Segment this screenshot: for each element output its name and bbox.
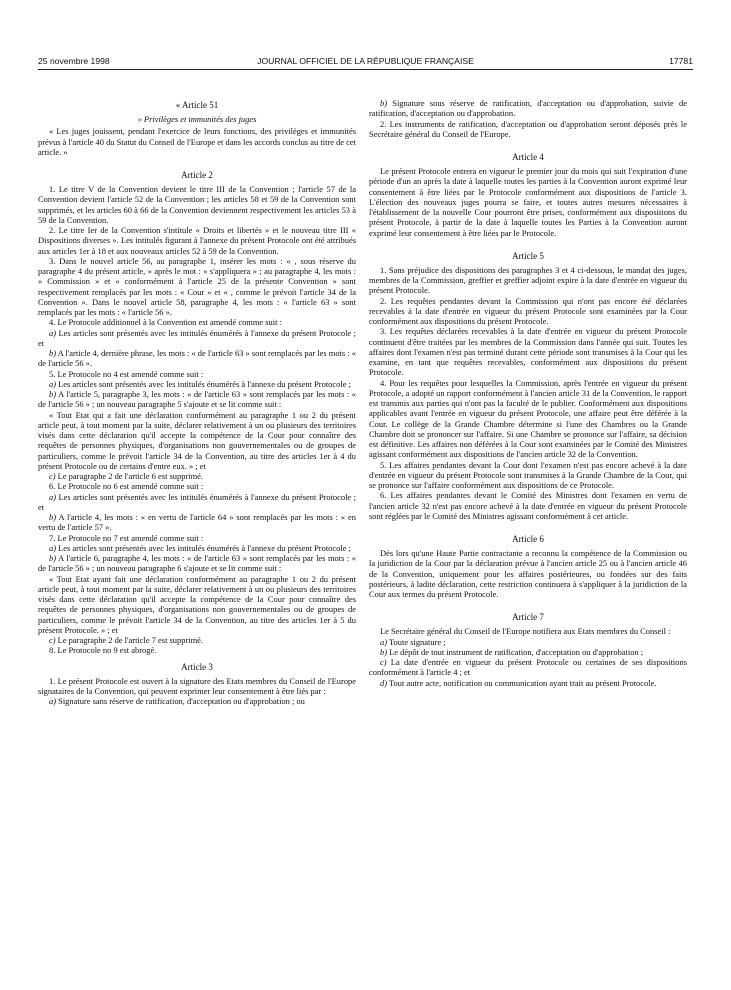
item-letter: b)	[49, 512, 57, 522]
item-letter: a)	[49, 378, 57, 389]
item-text: A l'article 6, paragraphe 4, les mots : « de l'article 63 » sont remplacés par les mots : « de l'article 56 » ; un nouveau paragraphe 6 s'ajoute et se lit comme suit :	[38, 553, 356, 574]
item-letter: b)	[49, 553, 57, 563]
item-text: Toute signature ;	[387, 636, 446, 647]
item-letter: a)	[49, 491, 57, 502]
header-rule	[38, 69, 693, 70]
item-text: Signature sous réserve de ratification, d'acceptation ou d'approbation, suivie de ratification, d'acceptation ou d'approbation.	[369, 98, 687, 119]
article-6-title: Article 6	[512, 534, 544, 544]
article-3-item-b	[369, 98, 687, 119]
article-7-item-d	[369, 678, 687, 688]
article-5-paragraph-6: 6. Les affaires pendantes devant le Comité des Ministres dont l'examen en vertu de l'ancien article 32 n'est pas encore achevé à la date d'entrée en vigueur du présent Protocole sont réglées par le Comité des Ministres agissant conformément à cet article.	[369, 490, 687, 521]
article-7-paragraph: Le Secrétaire général du Conseil de l'Europe notifiera aux Etats membres du Conseil :	[380, 626, 671, 637]
article-3-item-a	[38, 696, 356, 706]
article-5-paragraph-2: 2. Les requêtes pendantes devant la Commission qui n'ont pas encore été déclarées recevables à la date d'entrée en vigueur du présent Protocole sont examinées par la Cour conformément aux dispositions du présent Protocole.	[369, 295, 687, 326]
item-text: Signature sans réserve de ratification, d'acceptation ou d'approbation ; ou	[56, 696, 305, 706]
article-4-paragraph: Le présent Protocole entrera en vigueur le premier jour du mois qui suit l'expiration d'une période d'un an après la date à laquelle toutes les parties à la Convention auront exprimé leur consentement à être liées par le Protocole conformément aux dispositions de l'article 3. L'élection des nouveaux juges pourra se faire, et toutes autres mesures nécessaires à l'établissement de la nouvelle Cour pourront être prises, conformément aux dispositions du présent Protocole, à partir de la date à laquelle toutes les Parties à la Convention auront exprimé leur consentement à être liées par le Protocole.	[369, 166, 687, 238]
item-text: Le paragraphe 2 de l'article 7 est supprimé.	[55, 635, 204, 645]
article-7-item-a	[369, 637, 687, 647]
item-text: A l'article 4, les mots : « en vertu de l'article 64 » sont remplacés par les mots : « en vertu de l'article 57 ».	[38, 512, 356, 533]
article-2-item-7a	[38, 543, 356, 553]
item-letter: d)	[380, 677, 388, 688]
page-header	[38, 56, 693, 68]
article-2-paragraph-1: 1. Le titre V de la Convention devient le titre III de la Convention ; l'article 57 de la Convention devient l'article 52 de la Convention ; les articles 58 et 59 de la Convention sont supprimés, et les articles 60 à 66 de la Convention deviennent respectivement les articles 53 à 59 de la Convention.	[38, 184, 356, 225]
article-5-paragraph-5: 5. Les affaires pendantes devant la Cour dont l'examen n'est pas encore achevé à la date d'entrée en vigueur du présent Protocole sont transmises à la Grande Chambre de la Cour, qui se prononce sur l'affaire conformément aux dispositions de ce Protocole.	[369, 459, 687, 490]
item-text: Les articles sont présentés avec les intitulés énumérés à l'annexe du présent Protocole ;	[56, 378, 351, 389]
item-letter: c)	[49, 635, 56, 645]
item-text: Les articles sont présentés avec les intitulés énumérés à l'annexe du présent Protocole ; et	[38, 491, 356, 512]
article-3-paragraph-1: 1. Le présent Protocole est ouvert à la signature des Etats membres du Conseil de l'Europe signataires de la Convention, qui peuvent exprimer leur consentement à être liés par :	[38, 675, 356, 696]
article-7-item-b	[369, 647, 687, 657]
article-2-item-6a	[38, 492, 356, 513]
item-text: Le paragraphe 2 de l'article 6 est supprimé.	[55, 471, 204, 481]
item-letter: b)	[380, 98, 388, 108]
article-2-item-5c	[38, 471, 356, 481]
item-letter: b)	[49, 348, 57, 358]
article-2-paragraph-5: 5. Le Protocole no 4 est amendé comme suit :	[49, 368, 204, 379]
item-text: Les articles sont présentés avec les intitulés énumérés à l'annexe du présent Protocole ;	[56, 542, 351, 553]
article-51-subtitle: « Privilèges et immunités des juges	[137, 114, 257, 124]
article-2-item-5a	[38, 379, 356, 389]
article-2-item-5b	[38, 389, 356, 410]
header-date: 25 novembre 1998	[38, 56, 110, 66]
article-2-item-7c	[38, 635, 356, 645]
article-2-quote-5: « Tout Etat qui a fait une déclaration conformément au paragraphe 1 ou 2 du présent article peut, à tout moment par la suite, déclarer relativement à un ou plusieurs des territoires visés dans cette déclaration qu'il accepte la compétence de la Cour pour connaître des requêtes de personnes physiques, d'organisations non gouvernementales ou de groupes de particuliers, comme le prévoit l'article 34 de la Convention, au titre des articles 1er à 4 du présent Protocole ou de certains d'entre eux. » ; et	[38, 409, 356, 471]
item-text: Tout autre acte, notification ou communication ayant trait au présent Protocole.	[387, 677, 657, 688]
item-letter: a)	[49, 696, 57, 706]
item-letter: c)	[49, 471, 56, 481]
item-text: A l'article 5, paragraphe 3, les mots : « de l'article 63 » sont remplacés par les mots : « de l'article 56 » ; un nouveau paragraphe 5 s'ajoute et se lit comme suit :	[38, 389, 356, 410]
header-page-number: 17781	[669, 56, 693, 66]
item-letter: b)	[380, 646, 388, 657]
article-2-item-7b	[38, 553, 356, 574]
left-column	[38, 100, 356, 706]
article-2-paragraph-4: 4. Le Protocole additionnel à la Convention est amendé comme suit :	[49, 317, 282, 328]
article-2-paragraph-8: 8. Le Protocole no 9 est abrogé.	[49, 645, 157, 656]
article-6-paragraph: Dès lors qu'une Haute Partie contractante a reconnu la compétence de la Commission ou la juridiction de la Cour par la déclaration prévue à l'ancien article 25 ou à l'ancien article 46 de la Convention, uniquement pour les affaires postérieures, ou fondées sur des faits postérieurs, à ladite déclaration, cette restriction continuera à s'appliquer à la juridiction de la Cour aux termes du présent Protocole.	[369, 548, 687, 599]
item-text: La date d'entrée en vigueur du présent Protocole ou certaines de ses dispositions conformément à l'article 4 ; et	[369, 657, 687, 678]
article-3-title: Article 3	[181, 661, 213, 672]
right-column	[369, 98, 687, 688]
article-2-item-4b	[38, 348, 356, 369]
article-5-paragraph-4: 4. Pour les requêtes pour lesquelles la Commission, après l'entrée en vigueur du présent Protocole, a adopté un rapport conformément à l'ancien article 31 de la Convention, le rapport est transmis aux parties qui n'ont pas la faculté de le publier. Conformément aux dispositions applicables avant l'entrée en vigueur du présent Protocole, une affaire peut être déférée à la Cour. Le collège de la Grande Chambre détermine si l'une des Chambres ou la Grande Chambre doit se prononcer sur l'affaire. Si une Chambre se prononce sur l'affaire, sa décision est définitive. Les affaires non déférées à la Cour sont examinées par le Comité des Ministres agissant conformément aux dispositions de l'ancien article 32 de la Convention.	[369, 377, 687, 460]
item-letter: a)	[49, 542, 57, 553]
article-2-title: Article 2	[181, 170, 213, 180]
article-7-item-c	[369, 657, 687, 678]
article-2-item-4a	[38, 328, 356, 349]
item-text: Les articles sont présentés avec les intitulés énumérés à l'annexe du présent Protocole ; et	[38, 327, 356, 348]
article-2-item-6b	[38, 512, 356, 533]
item-text: A l'article 4, dernière phrase, les mots : « de l'article 63 » sont remplacés par les mots : « de l'article 56 ».	[38, 348, 356, 369]
item-letter: a)	[49, 327, 57, 338]
article-51-paragraph: « Les juges jouissent, pendant l'exercice de leurs fonctions, des privilèges et immunités prévus à l'article 40 du Statut du Conseil de l'Europe et dans les accords conclus au titre de cet article. »	[38, 126, 356, 157]
item-letter: b)	[49, 389, 57, 399]
article-2-paragraph-2: 2. Le titre Ier de la Convention s'intitule « Droits et libertés » et le nouveau titre III « Dispositions diverses ». Les intitulés figurant à l'annexe du présent Protocole ont été attribués aux articles 1er à 18 et aux nouveaux articles 52 à 59 de la Convention.	[38, 225, 356, 256]
item-letter: c)	[380, 657, 387, 667]
article-4-title: Article 4	[512, 152, 544, 162]
article-5-title: Article 5	[512, 250, 544, 261]
article-51-title: « Article 51	[175, 100, 219, 110]
article-5-paragraph-3: 3. Les requêtes déclarées recevables à la date d'entrée en vigueur du présent Protocole continuent d'être traitées par les membres de la Commission dans l'année qui suit. Toutes les affaires dont l'examen n'est pas terminé durant cette période sont transmises à la Cour qui les examine, en tant que requêtes recevables, conformément aux dispositions du présent Protocole.	[369, 326, 687, 378]
header-journal-title: JOURNAL OFFICIEL DE LA RÉPUBLIQUE FRANÇAISE	[257, 56, 474, 66]
article-7-title: Article 7	[512, 612, 544, 623]
article-3-paragraph-2: 2. Les instruments de ratification, d'acceptation ou d'approbation seront déposés près le Secrétaire général du Conseil de l'Europe.	[369, 118, 687, 139]
article-2-paragraph-7: 7. Le Protocole no 7 est amendé comme suit :	[49, 532, 204, 543]
item-text: Le dépôt de tout instrument de ratification, d'acceptation ou d'approbation ;	[387, 646, 644, 657]
item-letter: a)	[380, 636, 388, 647]
article-5-paragraph-1: 1. Sans préjudice des dispositions des paragraphes 3 et 4 ci-dessous, le mandat des juges, membres de la Commission, greffier et greffier adjoint expire à la date d'entrée en vigueur du présent Protocole.	[369, 264, 687, 296]
article-2-quote-7: « Tout Etat ayant fait une déclaration conformément au paragraphe 1 ou 2 du présent article peut, à tout moment par la suite, déclarer relativement à un ou plusieurs des territoires visés dans cette déclaration qu'il accepte la compétence de la Cour pour connaître des requêtes de personnes physiques, d'organisations non gouvernementales ou de groupes de particuliers, comme le prévoit l'article 34 de la Convention, au titre des articles 1er à 5 du présent Protocole. » ; et	[38, 573, 356, 635]
article-2-paragraph-6: 6. Le Protocole no 6 est amendé comme suit :	[49, 481, 204, 492]
article-2-paragraph-3: 3. Dans le nouvel article 56, au paragraphe 1, insérer les mots : « , sous réserve du paragraphe 4 du présent article, » après le mot : « s'appliquera » ; au paragraphe 4, les mots : « Commission » et « conformément à l'article 25 de la présente Convention » sont respectivement remplacés par les mots : « Cour » et « , comme le prévoit l'article 34 de la Convention ». Dans le nouvel article 58, paragraphe 4, les mots : « l'article 63 » sont remplacés par les mots : « l'article 56 ».	[38, 255, 356, 317]
